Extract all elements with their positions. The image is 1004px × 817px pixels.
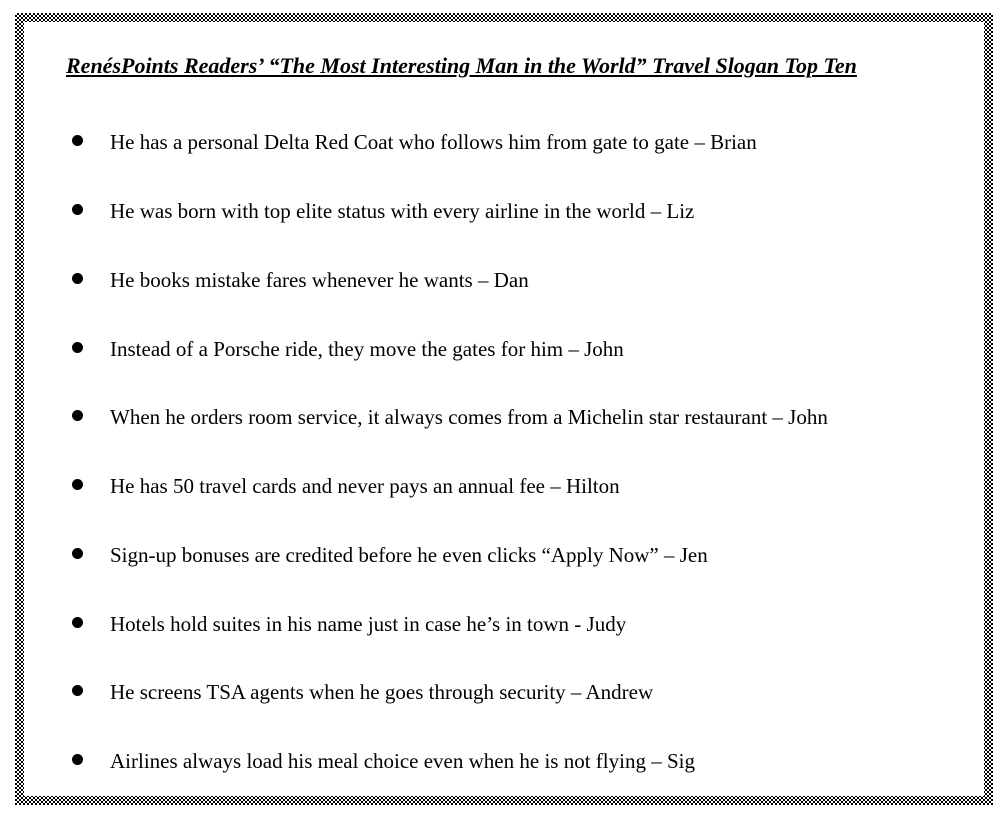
slogan-list [24, 22, 984, 796]
bullet-icon [72, 754, 83, 765]
list-item-text: He screens TSA agents when he goes through security – Andrew [110, 680, 654, 704]
bullet-icon [72, 617, 83, 628]
bullet-icon [72, 273, 83, 284]
bullet-icon [72, 135, 83, 146]
list-item-text: He has 50 travel cards and never pays an annual fee – Hilton [110, 474, 620, 498]
bullet-icon [72, 685, 83, 696]
bullet-icon [72, 204, 83, 215]
bullet-icon [72, 342, 83, 353]
checkered-border-frame [15, 13, 993, 805]
list-item-text: Airlines always load his meal choice even when he is not flying – Sig [110, 749, 695, 773]
document-content [24, 22, 984, 796]
list-item-text: He has a personal Delta Red Coat who follows him from gate to gate – Brian [110, 130, 757, 154]
list-item-text: Instead of a Porsche ride, they move the gates for him – John [110, 337, 624, 361]
list-item-text: He was born with top elite status with every airline in the world – Liz [110, 199, 695, 223]
list-item-text: Hotels hold suites in his name just in case he’s in town - Judy [110, 612, 627, 636]
list-item-text: He books mistake fares whenever he wants – Dan [110, 268, 529, 292]
list-item-text: When he orders room service, it always comes from a Michelin star restaurant – John [110, 405, 828, 429]
list-item-text: Sign-up bonuses are credited before he even clicks “Apply Now” – Jen [110, 543, 708, 567]
bullet-icon [72, 548, 83, 559]
bullet-icon [72, 479, 83, 490]
bullet-icon [72, 410, 83, 421]
page-title: RenésPoints Readers’ “The Most Interesting Man in the World” Travel Slogan Top Ten [66, 53, 857, 78]
